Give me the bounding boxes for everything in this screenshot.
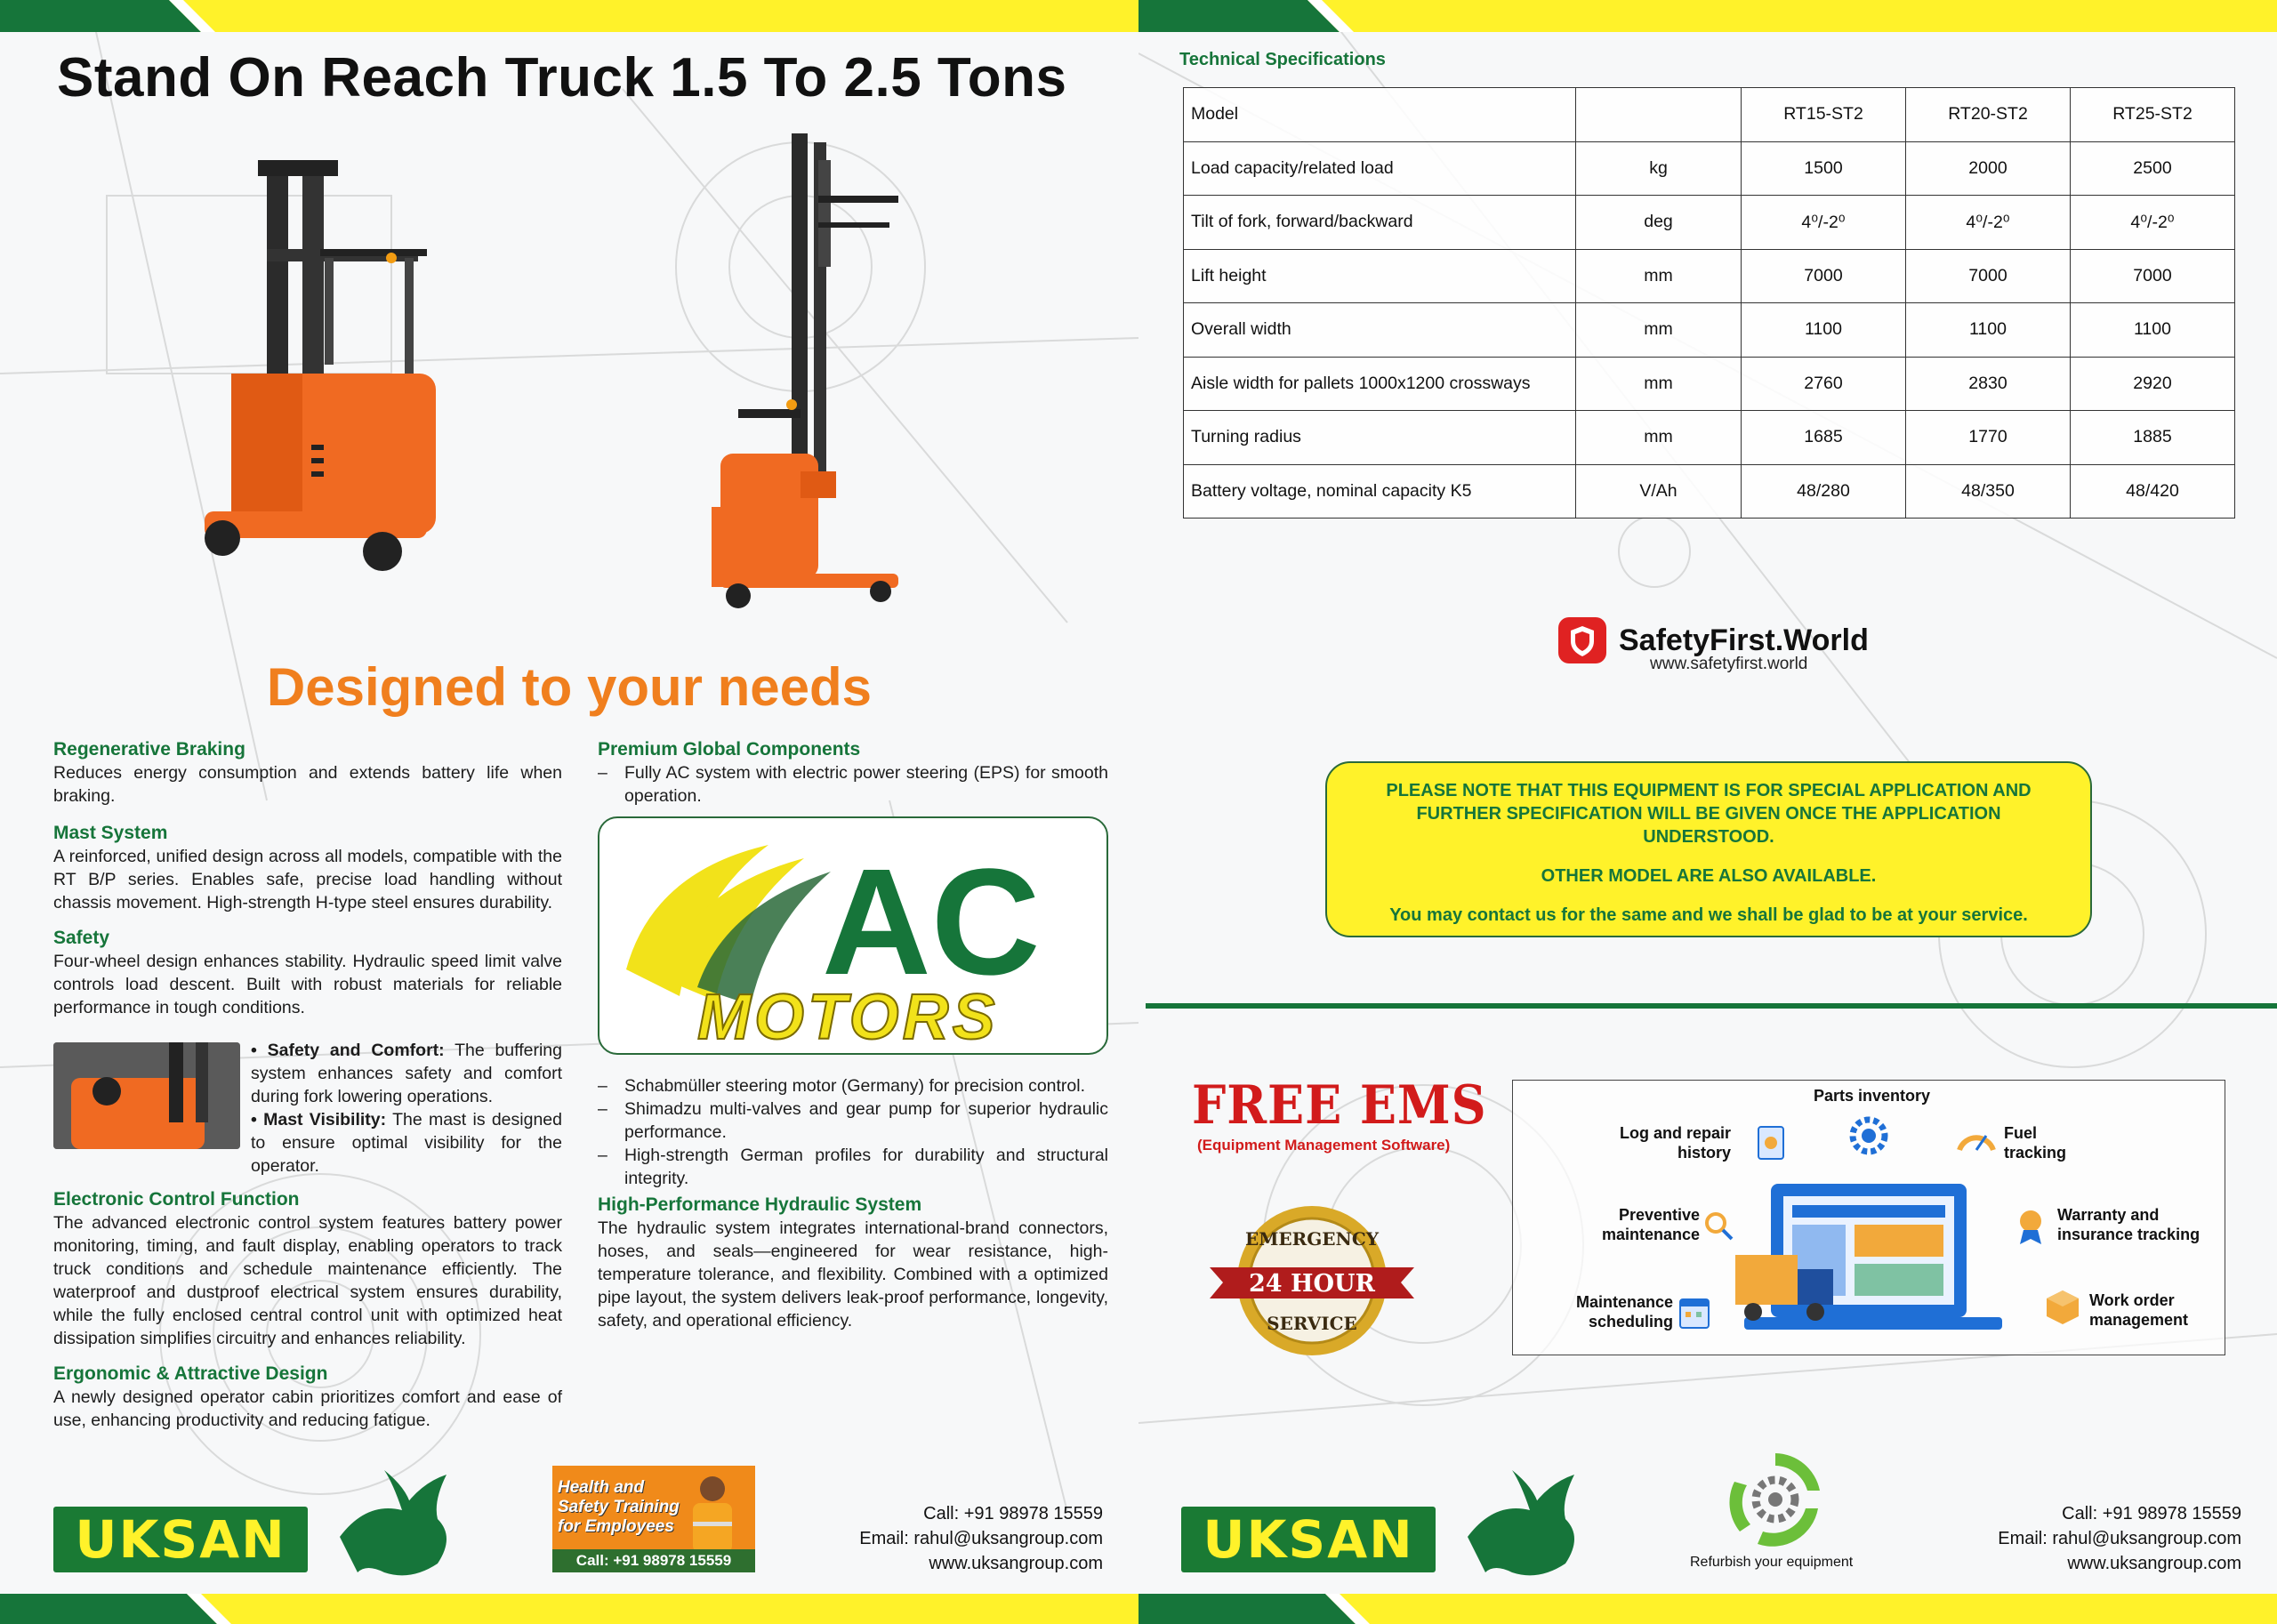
top-stripe: [0, 0, 1138, 32]
contact-website[interactable]: www.uksangroup.com: [929, 1554, 1103, 1573]
spec-cell: 48/280: [1742, 464, 1906, 519]
notice-line-3: You may contact us for the same and we shall be glad to be at your service.: [1389, 905, 2028, 925]
premium-components-heading: Premium Global Components: [598, 739, 861, 760]
designed-headline: Designed to your needs: [266, 657, 873, 717]
award-icon: [2013, 1207, 2048, 1246]
notice-line-1: PLEASE NOTE THAT THIS EQUIPMENT IS FOR SPECIAL APPLICATION AND FURTHER SPECIFICATION WILL BE GIVEN ONCE THE APPLICATION UNDERSTOOD.: [1386, 781, 2032, 847]
bull-icon: [1459, 1466, 1592, 1590]
mast-visibility-lead: • Mast Visibility:: [251, 1110, 387, 1130]
safety-comfort-text: The buffering system enhances safety and comfort during fork lowering operations.: [251, 1041, 562, 1106]
training-line: for Employees: [558, 1517, 674, 1536]
spec-cell: mm: [1576, 249, 1742, 303]
spec-cell: RT25-ST2: [2071, 88, 2235, 142]
spec-cell: Overall width: [1184, 303, 1576, 358]
contact-email[interactable]: Email: rahul@uksangroup.com: [1998, 1529, 2241, 1548]
safetyfirst-url[interactable]: www.safetyfirst.world: [1650, 655, 1808, 673]
spec-cell: 48/350: [1906, 464, 2071, 519]
safetyfirst-name: SafetyFirst.World: [1619, 623, 1869, 657]
spec-cell: 2000: [1906, 141, 2071, 196]
safety-comfort-lead: • Safety and Comfort:: [251, 1041, 445, 1060]
page-title: Stand On Reach Truck 1.5 To 2.5 Tons: [57, 47, 1067, 109]
regenerative-braking-heading: Regenerative Braking: [53, 739, 245, 760]
spec-cell: 7000: [1742, 249, 1906, 303]
spec-cell: mm: [1576, 411, 1742, 465]
spec-cell: 7000: [1906, 249, 2071, 303]
regenerative-braking-text: Reduces energy consumption and extends battery life when braking.: [53, 763, 562, 806]
ac-logo-big: AC: [822, 838, 1041, 1007]
box-icon: [2043, 1287, 2082, 1326]
feature-label-line: history: [1678, 1144, 1732, 1162]
spec-cell: mm: [1576, 303, 1742, 358]
uksan-logo: [53, 1507, 308, 1572]
feature-preventive-maintenance: [1566, 1205, 1700, 1244]
spec-cell: Load capacity/related load: [1184, 141, 1576, 196]
electronic-control-heading: Electronic Control Function: [53, 1189, 300, 1210]
spec-cell: 2500: [2071, 141, 2235, 196]
fuel-gauge-icon: [1954, 1120, 1999, 1164]
emergency-seal: [1210, 1201, 1414, 1361]
reach-truck-image-1: [178, 160, 471, 605]
spec-cell: Tilt of fork, forward/backward: [1184, 196, 1576, 250]
brochure-left-page: [0, 0, 1138, 1624]
contact-email[interactable]: Email: rahul@uksangroup.com: [859, 1529, 1103, 1548]
feature-label-line: maintenance: [1601, 1226, 1700, 1243]
spec-row: [1184, 303, 2235, 358]
ac-motors-logo: [598, 816, 1108, 1055]
brochure-right-page: [1138, 0, 2277, 1624]
operator-cabin-image: [53, 1042, 240, 1149]
ergonomic-design-text: A newly designed operator cabin prioritizes comfort and ease of use, enhancing productivity and reducing fatigue.: [53, 1387, 562, 1430]
training-text: [558, 1478, 680, 1537]
spec-cell: 1100: [1742, 303, 1906, 358]
spec-table: [1183, 87, 2235, 519]
spec-cell: RT15-ST2: [1742, 88, 1906, 142]
premium-components-bottom: [598, 1074, 1108, 1332]
contact-phone[interactable]: Call: +91 98978 15559: [923, 1504, 1103, 1524]
feature-label-line: insurance tracking: [2057, 1226, 2201, 1243]
features-column-1b: [53, 1183, 562, 1432]
spec-cell: 1100: [2071, 303, 2235, 358]
uksan-logo-text: UKSAN: [1203, 1509, 1414, 1570]
spec-cell: 1685: [1742, 411, 1906, 465]
spec-cell: 1100: [1906, 303, 2071, 358]
spec-row: [1184, 464, 2235, 519]
feature-maintenance-scheduling: [1540, 1292, 1673, 1331]
feature-label-line: Warranty and: [2057, 1206, 2160, 1224]
top-stripe: [1138, 0, 2277, 32]
mast-visibility-text: The mast is designed to ensure optimal visibility for the operator.: [251, 1110, 562, 1176]
feature-label-line: management: [2089, 1311, 2189, 1329]
feature-parts-inventory: Parts inventory: [1814, 1087, 1931, 1105]
spec-cell: 4⁰/-2⁰: [1742, 196, 1906, 250]
mast-system-text: A reinforced, unified design across all models, compatible with the RT B/P series. Enables safe, precise load handling without chassis movement. High-strength H-type steel ensures durability.: [53, 847, 562, 912]
premium-item: – Fully AC system with electric power steering (EPS) for smooth operation.: [598, 761, 1108, 808]
spec-cell: 1770: [1906, 411, 2071, 465]
training-line: Health and: [558, 1478, 645, 1497]
premium-item: – Schabmüller steering motor (Germany) for precision control.: [598, 1074, 1108, 1097]
spec-row: [1184, 249, 2235, 303]
feature-label-line: Maintenance: [1575, 1293, 1673, 1311]
tech-spec-title: Technical Specifications: [1179, 50, 1386, 69]
spec-cell: 1500: [1742, 141, 1906, 196]
uksan-logo: [1181, 1507, 1436, 1572]
seal-ribbon-text: 24 HOUR: [1249, 1270, 1375, 1298]
spec-cell: V/Ah: [1576, 464, 1742, 519]
bottom-stripe: [0, 1594, 1138, 1624]
feature-label-line: Preventive: [1618, 1206, 1700, 1224]
refurbish-label: Refurbish your equipment: [1690, 1555, 1854, 1570]
spec-cell: Lift height: [1184, 249, 1576, 303]
ems-features-diagram: [1512, 1080, 2225, 1355]
training-call: Call: +91 98978 15559: [552, 1549, 755, 1572]
worker-icon: [677, 1473, 748, 1553]
feature-label-line: Log and repair: [1620, 1124, 1732, 1142]
spec-row: [1184, 411, 2235, 465]
safety-text: Four-wheel design enhances stability. Hydraulic speed limit valve controls load descent. Built with robust materials for reliable performance in tough conditions.: [53, 952, 562, 1017]
ergonomic-design-heading: Ergonomic & Attractive Design: [53, 1363, 328, 1384]
feature-warranty-tracking: [2057, 1205, 2200, 1244]
feature-label-line: scheduling: [1588, 1313, 1673, 1331]
spec-cell: deg: [1576, 196, 1742, 250]
spec-cell: 7000: [2071, 249, 2235, 303]
uksan-logo-text: UKSAN: [75, 1509, 286, 1570]
shield-icon: [1557, 615, 1608, 665]
spec-cell: Battery voltage, nominal capacity K5: [1184, 464, 1576, 519]
electronic-control-text: The advanced electronic control system features battery power monitoring, timing, and fault display, enabling operators to track truck conditions and schedule maintenance efficiently. The waterproof and dustproof electrical system ensures durability, while the fully enclosed central control unit with optimized heat dissipation simplifies circuitry and enhances reliability.: [53, 1213, 562, 1348]
free-ems-subtitle: (Equipment Management Software): [1197, 1137, 1451, 1154]
contact-block: [1998, 1501, 2241, 1576]
feature-label-line: tracking: [2004, 1144, 2067, 1162]
feature-work-order: [2089, 1290, 2188, 1330]
bull-icon: [331, 1466, 464, 1590]
hydraulic-text: The hydraulic system integrates international-brand connectors, hoses, and seals—engineered for wear resistance, high-temperature tolerance, and flexibility. Combined with a optimized pipe layout, the system delivers leak-proof performance, longevity, safety, and operational efficiency.: [598, 1218, 1108, 1331]
spec-cell: 2760: [1742, 357, 1906, 411]
training-banner[interactable]: [552, 1466, 755, 1572]
spec-cell: [1576, 88, 1742, 142]
premium-item: – Shimadzu multi-valves and gear pump for superior hydraulic performance.: [598, 1097, 1108, 1144]
calendar-icon: [1678, 1294, 1710, 1330]
spec-header-row: [1184, 88, 2235, 142]
spec-cell: kg: [1576, 141, 1742, 196]
features-column-1: [53, 733, 562, 1019]
bottom-stripe: [1138, 1594, 2277, 1624]
spec-cell: Model: [1184, 88, 1576, 142]
seal-top-text: EMERGENCY: [1244, 1228, 1380, 1250]
premium-components-top: [598, 733, 1108, 808]
spec-cell: 2830: [1906, 357, 2071, 411]
spec-row: [1184, 141, 2235, 196]
feature-label-line: Work order: [2089, 1291, 2175, 1309]
notice-line-2: OTHER MODEL ARE ALSO AVAILABLE.: [1541, 866, 1877, 886]
spec-cell: 4⁰/-2⁰: [1906, 196, 2071, 250]
safety-heading: Safety: [53, 928, 110, 948]
document-icon: [1753, 1123, 1789, 1162]
spec-cell: 48/420: [2071, 464, 2235, 519]
ac-logo-small: MOTORS: [697, 982, 999, 1053]
spec-cell: 4⁰/-2⁰: [2071, 196, 2235, 250]
spec-cell: mm: [1576, 357, 1742, 411]
notice-box: [1325, 761, 2092, 937]
contact-website[interactable]: www.uksangroup.com: [2067, 1554, 2241, 1573]
feature-fuel-tracking: [2004, 1123, 2066, 1162]
contact-phone[interactable]: Call: +91 98978 15559: [2062, 1504, 2241, 1524]
mast-system-heading: Mast System: [53, 823, 168, 843]
feature-label-line: Fuel: [2004, 1124, 2038, 1142]
safety-bullets: [251, 1039, 562, 1178]
gear-icon: [1849, 1116, 1888, 1155]
recycle-gears-icon: [1722, 1446, 1829, 1553]
spec-cell: RT20-ST2: [1906, 88, 2071, 142]
feature-log-repair: [1620, 1123, 1731, 1162]
spec-cell: Turning radius: [1184, 411, 1576, 465]
section-divider: [1146, 1003, 2277, 1009]
spec-cell: Aisle width for pallets 1000x1200 crossways: [1184, 357, 1576, 411]
spec-row: [1184, 357, 2235, 411]
hydraulic-heading: High-Performance Hydraulic System: [598, 1194, 922, 1215]
free-ems-title: FREE EMS: [1192, 1074, 1487, 1137]
premium-item: – High-strength German profiles for durability and structural integrity.: [598, 1144, 1108, 1190]
training-line: Safety Training: [558, 1498, 680, 1516]
seal-bottom-text: SERVICE: [1267, 1313, 1357, 1334]
truck-icon: [1735, 1255, 1842, 1326]
reach-truck-image-2: [712, 133, 907, 631]
spec-cell: 2920: [2071, 357, 2235, 411]
spec-cell: 1885: [2071, 411, 2235, 465]
magnifier-icon: [1703, 1210, 1735, 1242]
contact-block: [859, 1501, 1103, 1576]
spec-row: [1184, 196, 2235, 250]
